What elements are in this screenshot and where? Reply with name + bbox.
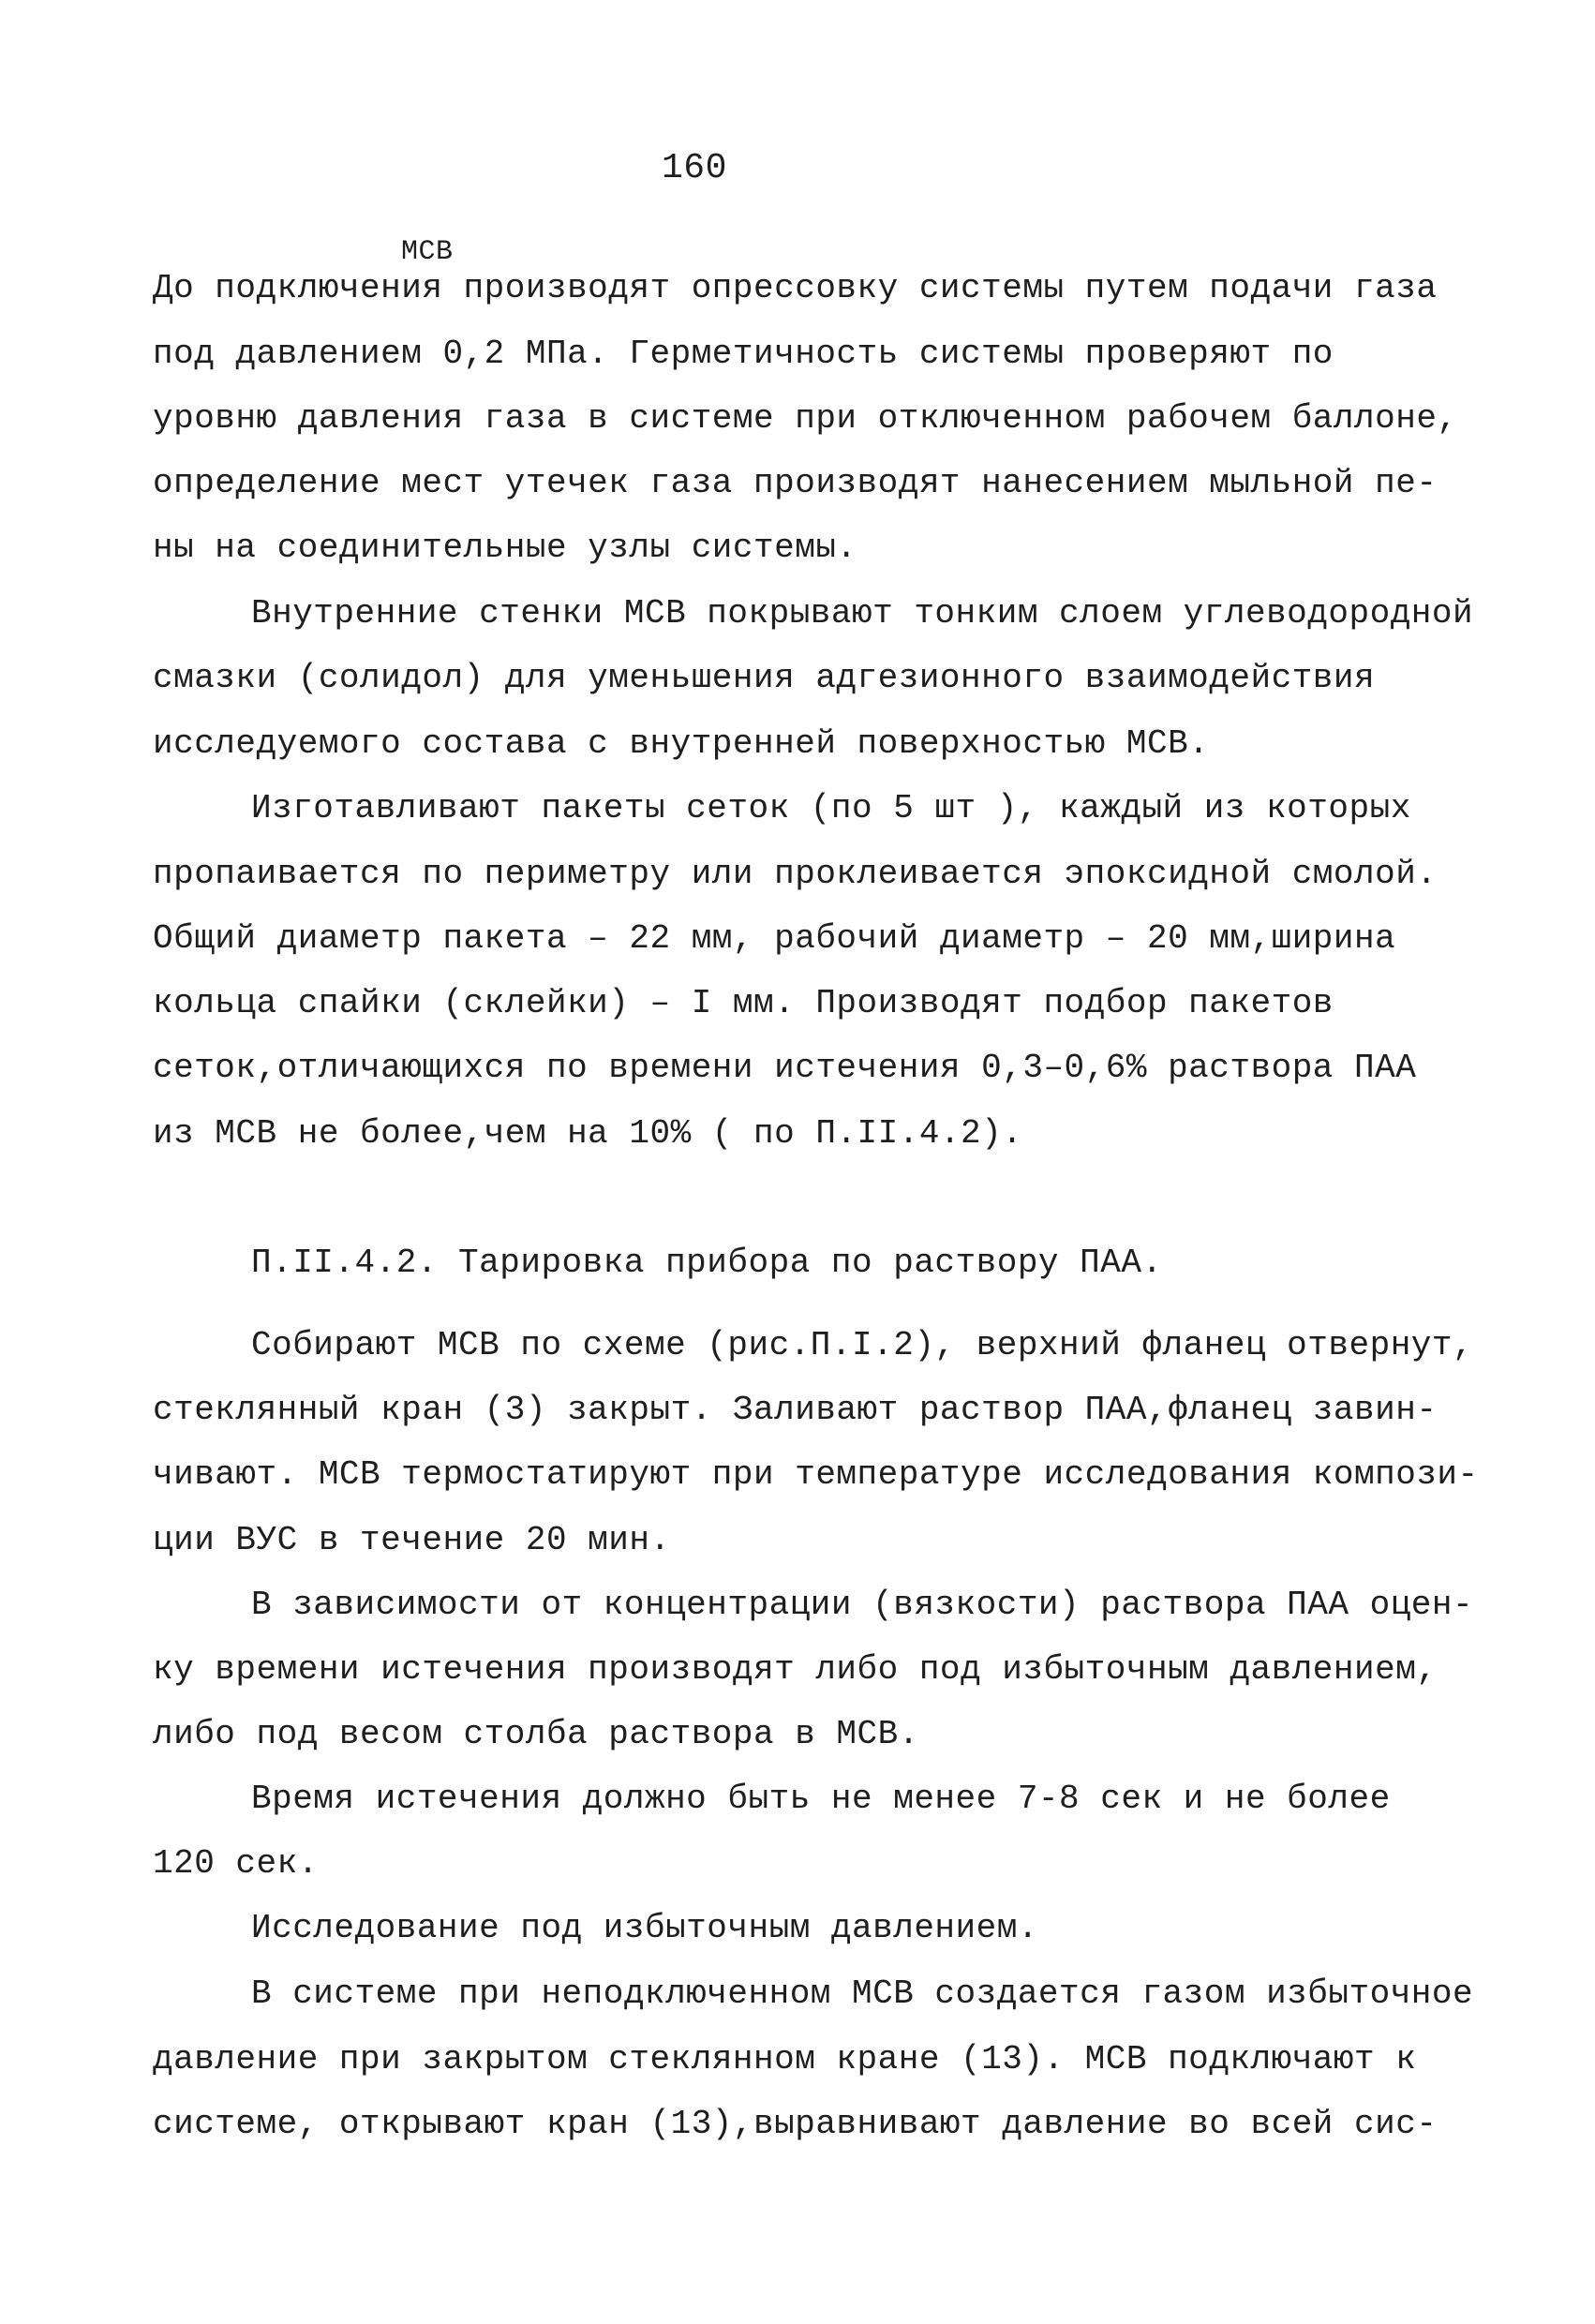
text-line: Внутренние стенки МСВ покрывают тонким слоем углеводородной: [251, 594, 1474, 633]
text-line: уровню давления газа в системе при отключенном рабочем баллоне,: [153, 399, 1458, 438]
text-line: Время истечения должно быть не менее 7-8 сек и не более: [251, 1780, 1391, 1818]
text-line: чивают. МСВ термостатируют при температуре исследования компози-: [153, 1455, 1479, 1494]
text-line: либо под весом столба раствора в МСВ.: [153, 1715, 919, 1753]
text-line: В системе при неподключенном МСВ создается газом избыточное: [251, 1974, 1474, 2013]
text-line: ции ВУС в течение 20 мин.: [153, 1521, 671, 1559]
text-line: определение мест утечек газа производят нанесением мыльной пе-: [153, 464, 1438, 502]
text-line: кольца спайки (склейки) – I мм. Производят подбор пакетов: [153, 984, 1334, 1022]
text-line: стеклянный кран (3) закрыт. Заливают раствор ПАА,фланец завин-: [153, 1391, 1438, 1429]
text-line: 120 сек.: [153, 1844, 319, 1883]
text-line: смазки (солидол) для уменьшения адгезионного взаимодействия: [153, 659, 1376, 697]
text-line: До подключения производят опрессовку системы путем подачи газа: [153, 269, 1438, 307]
text-line: Общий диаметр пакета – 22 мм, рабочий диаметр – 20 мм,ширина: [153, 919, 1396, 958]
text-line: ку времени истечения производят либо под избыточным давлением,: [153, 1650, 1438, 1689]
text-line: пропаивается по периметру или проклеивается эпоксидной смолой.: [153, 855, 1438, 893]
text-line: Собирают МСВ по схеме (рис.П.I.2), верхний фланец отвернут,: [251, 1326, 1474, 1364]
text-line: сеток,отличающихся по времени истечения 0,3–0,6% раствора ПАА: [153, 1049, 1417, 1087]
text-line: из МСВ не более,чем на 10% ( по П.II.4.2).: [153, 1114, 1023, 1153]
text-line: давление при закрытом стеклянном кране (13). МСВ подключают к: [153, 2040, 1417, 2078]
text-line: системе, открывают кран (13),выравнивают давление во всей сис-: [153, 2105, 1438, 2143]
handwritten-insert: МСВ: [401, 236, 454, 268]
text-line: Исследование под избыточным давлением.: [251, 1909, 1038, 1947]
text-line: Изготавливают пакеты сеток (по 5 шт ), каждый из которых: [251, 789, 1411, 827]
text-line: ны на соединительные узлы системы.: [153, 529, 857, 567]
page-number: 160: [662, 148, 727, 188]
text-line: В зависимости от концентрации (вязкости) раствора ПАА оцен-: [251, 1586, 1474, 1624]
text-line: исследуемого состава с внутренней поверхностью МСВ.: [153, 724, 1210, 763]
text-line: под давлением 0,2 МПа. Герметичность системы проверяют по: [153, 335, 1334, 373]
section-heading: П.II.4.2. Тарировка прибора по раствору ПАА.: [251, 1244, 1163, 1282]
